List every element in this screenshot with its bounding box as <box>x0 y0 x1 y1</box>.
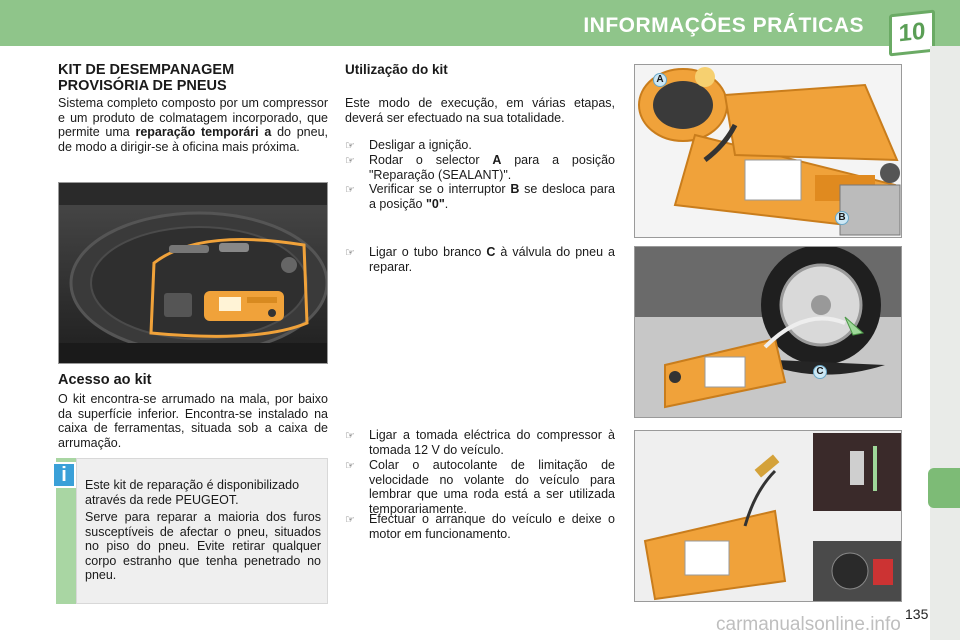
info-icon: i <box>52 462 76 488</box>
step-ignition-off: ☞ Desligar a ignição. <box>345 138 472 152</box>
figure-label-c: C <box>813 365 827 379</box>
pointing-hand-icon: ☞ <box>345 514 355 526</box>
step-check-switch: ☞ Verificar se o interruptor B se desloca para a posição "0". <box>345 182 615 211</box>
pointing-hand-icon: ☞ <box>345 247 355 259</box>
section-heading-usage: Utilização do kit <box>345 62 448 77</box>
page-title: INFORMAÇÕES PRÁTICAS <box>583 14 864 37</box>
kit-selector-illustration <box>634 64 902 238</box>
step-connect-tube: ☞ Ligar o tubo branco C à válvula do pneu a reparar. <box>345 245 615 274</box>
page-number: 135 <box>905 606 929 622</box>
figure-label-a: A <box>653 73 667 87</box>
pointing-hand-icon: ☞ <box>345 155 355 167</box>
section-heading-kit: KIT DE DESEMPANAGEM PROVISÓRIA DE PNEUS <box>58 62 235 94</box>
section-heading-access: Acesso ao kit <box>58 372 152 388</box>
step-rotate-selector: ☞ Rodar o selector A para a posição "Reparação (SEALANT)". <box>345 153 615 182</box>
info-paragraph-usage: Serve para reparar a maioria dos furos susceptíveis de afectar o pneu, situados no piso do pneu. Evite retirar qualquer corpo estranho que tenha penetrado no pneu. <box>85 510 321 582</box>
power-socket-illustration <box>634 430 902 602</box>
tyre-connection-illustration <box>634 246 902 418</box>
page-margin-strip <box>930 46 960 640</box>
chapter-tab <box>928 468 960 508</box>
site-watermark: carmanualsonline.info <box>716 614 901 635</box>
intro-paragraph: Sistema completo composto por um compressor e um produto de colmatagem incorporado, que permite uma reparação temporári a do pneu, de modo a dirigir-se à oficina mais próxima. <box>58 96 328 154</box>
pointing-hand-icon: ☞ <box>345 430 355 442</box>
access-paragraph: O kit encontra-se arrumado na mala, por baixo da superfície inferior. Encontra-se instalado na caixa de ferramentas, situada sob a caixa de arrumação. <box>58 392 328 450</box>
pointing-hand-icon: ☞ <box>345 184 355 196</box>
figure-label-b: B <box>835 211 849 225</box>
step-speed-sticker: ☞ Colar o autocolante de limitação de velocidade no volante do veículo para lembrar que uma roda está a ser utilizada temporariamente. <box>345 458 615 516</box>
trunk-kit-photo <box>58 182 328 364</box>
step-connect-socket: ☞ Ligar a tomada eléctrica do compressor à tomada 12 V do veículo. <box>345 428 615 457</box>
step-start-engine: ☞ Efectuar o arranque do veículo e deixe o motor em funcionamento. <box>345 512 615 541</box>
chapter-badge: 10 <box>889 10 935 57</box>
pointing-hand-icon: ☞ <box>345 460 355 472</box>
pointing-hand-icon: ☞ <box>345 140 355 152</box>
usage-intro: Este modo de execução, em várias etapas, deverá ser efectuado na sua totalidade. <box>345 96 615 125</box>
info-paragraph-availability: Este kit de reparação é disponibilizado através da rede PEUGEOT. <box>85 478 300 507</box>
